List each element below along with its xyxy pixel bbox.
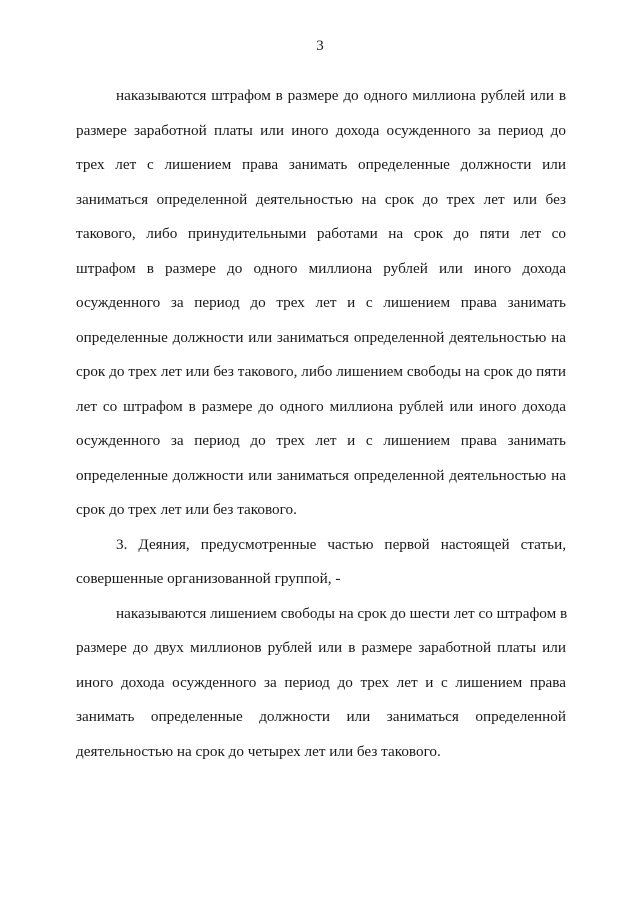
text-line: иного дохода осужденного за период до трех лет и с лишением права: [76, 674, 566, 691]
text-line: осужденного за период до трех лет и с лишением права занимать: [76, 294, 566, 311]
text-line: деятельностью на срок до четырех лет или без такового.: [76, 743, 441, 760]
text-line: наказываются штрафом в размере до одного миллиона рублей или в: [116, 87, 566, 104]
text-line: штрафом в размере до одного миллиона рублей или иного дохода: [76, 260, 566, 277]
text-line: размере заработной платы или иного дохода осужденного за период до: [76, 122, 566, 139]
text-line: определенные должности или заниматься определенной деятельностью на: [76, 467, 566, 484]
text-line: размере до двух миллионов рублей или в размере заработной платы или: [76, 639, 566, 656]
text-line: заниматься определенной деятельностью на срок до трех лет или без: [76, 191, 566, 208]
text-line: лет со штрафом в размере до одного миллиона рублей или иного дохода: [76, 398, 566, 415]
text-line: наказываются лишением свободы на срок до шести лет со штрафом в: [116, 605, 568, 622]
text-line: совершенные организованной группой, -: [76, 570, 341, 587]
text-line: занимать определенные должности или заниматься определенной: [76, 708, 566, 725]
text-line: 3. Деяния, предусмотренные частью первой настоящей статьи,: [116, 536, 566, 553]
text-line: такового, либо принудительными работами на срок до пяти лет со: [76, 225, 566, 242]
text-line: трех лет с лишением права занимать определенные должности или: [76, 156, 566, 173]
text-line: осужденного за период до трех лет и с лишением права занимать: [76, 432, 566, 449]
text-line: срок до трех лет или без такового, либо лишением свободы на срок до пяти: [76, 363, 566, 380]
text-line: срок до трех лет или без такового.: [76, 501, 297, 518]
text-line: определенные должности или заниматься определенной деятельностью на: [76, 329, 566, 346]
page-number: 3: [316, 38, 324, 54]
